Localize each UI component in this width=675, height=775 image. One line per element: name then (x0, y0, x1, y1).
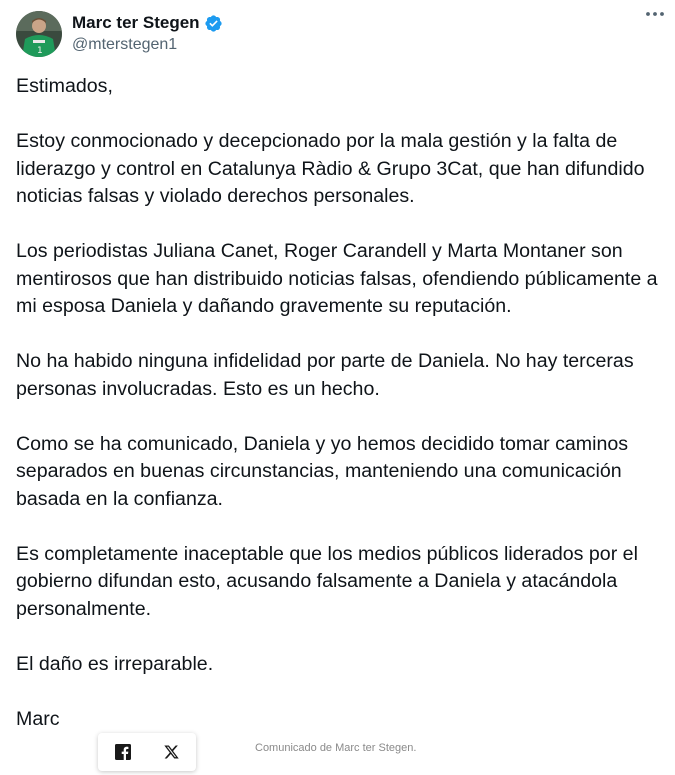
tweet-text (16, 73, 671, 761)
tweet-paragraph: Como se ha comunicado, Daniela y yo hemos decidido tomar caminos separados en buenas circunstancias, manteniendo una comunicación basada en la confianza. (16, 432, 629, 510)
author-names (72, 13, 223, 55)
tweet-paragraph: Es completamente inaceptable que los medios públicos liderados por el gobierno difundan esto, acusando falsamente a Daniela y atacándola personalmente. (16, 542, 638, 620)
facebook-icon (115, 744, 131, 760)
author-display-name[interactable]: Marc ter Stegen (72, 13, 200, 32)
tweet-paragraph: Estimados, (16, 75, 113, 97)
image-caption: Comunicado de Marc ter Stegen. (255, 742, 417, 754)
goalkeeper-avatar-icon (16, 11, 62, 57)
tweet-paragraph: El daño es irreparable. (16, 652, 214, 675)
tweet-paragraph: Estoy conmocionado y decepcionado por la mala gestión y la falta de liderazgo y control en Catalunya Ràdio & Grupo 3Cat, que han difundido noticias falsas y violado derechos personales. (16, 130, 645, 207)
tweet-header (16, 10, 659, 58)
more-horizontal-icon (645, 11, 665, 17)
author-handle[interactable]: @mterstegen1 (72, 36, 178, 53)
svg-text:1: 1 (37, 46, 43, 56)
share-x-button[interactable] (157, 737, 187, 767)
avatar[interactable] (16, 11, 62, 57)
name-row (72, 13, 223, 33)
share-bar (98, 733, 196, 771)
tweet-paragraph: Marc (16, 707, 60, 730)
tweet-paragraph: No ha habido ninguna infidelidad por parte de Daniela. No hay terceras personas involucradas. Esto es un hecho. (16, 350, 634, 400)
verified-badge-icon (204, 14, 223, 33)
tweet-paragraph: Los periodistas Juliana Canet, Roger Carandell y Marta Montaner son mentirosos que han distribuido noticias falsas, ofendiendo públicamente a mi esposa Daniela y dañando gravemente su reputación. (16, 240, 658, 317)
x-icon (163, 744, 180, 760)
more-options-button[interactable] (643, 4, 667, 24)
share-facebook-button[interactable] (108, 737, 138, 767)
